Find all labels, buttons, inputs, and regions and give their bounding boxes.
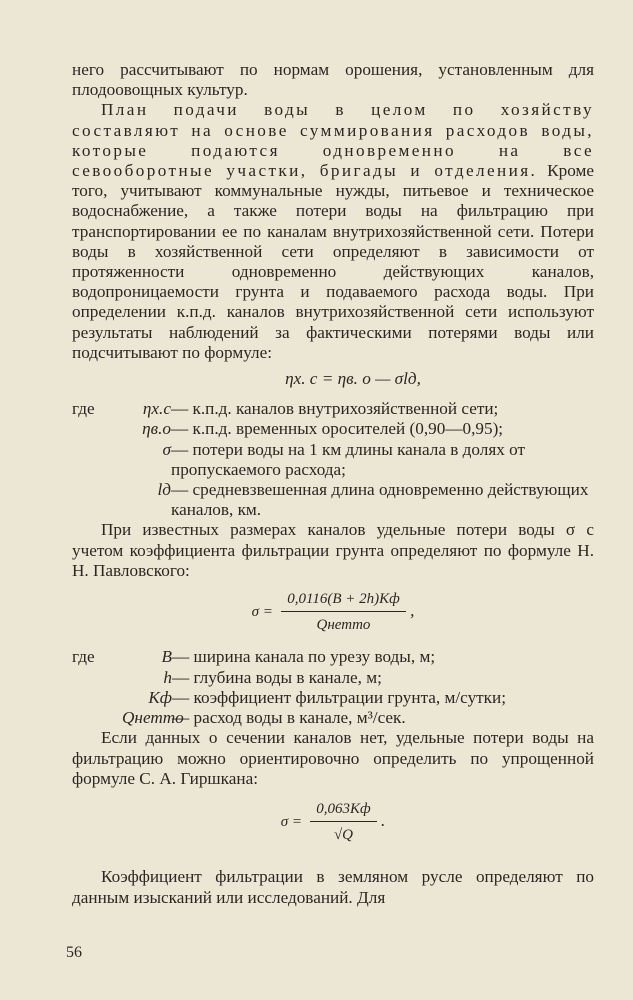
where-label: где xyxy=(72,399,95,419)
definition-text: — расход воды в канале, м³/сек. xyxy=(172,708,406,728)
definition-row xyxy=(72,668,594,688)
definition-symbol: Kф xyxy=(148,687,172,707)
definition-row xyxy=(72,708,594,728)
paragraph-4: Если данных о сечении каналов нет, удельные потери воды на фильтрацию можно ориентировочно определить по упрощенной формуле С. А. Гиршкана: xyxy=(72,728,594,788)
formula-numerator: 0,0116(B + 2h)Kф xyxy=(281,589,406,612)
formula-fraction xyxy=(310,799,376,845)
formula-girshkan xyxy=(72,799,594,845)
definition-symbol: Qнетто xyxy=(122,708,184,728)
definitions-1 xyxy=(72,399,594,520)
paragraph-3: При известных размерах каналов удельные потери воды σ с учетом коэффициента фильтрации грунта определяют по формуле Н. Н. Павловского: xyxy=(72,520,594,580)
definition-text: — глубина воды в канале, м; xyxy=(172,667,382,687)
formula-denominator: √Q xyxy=(333,827,354,844)
definition-text: — коэффициент фильтрации грунта, м/сутки; xyxy=(172,687,507,707)
definition-text: — потери воды на 1 км длины канала в долях от пропускаемого расхода; xyxy=(171,439,526,479)
formula-efficiency: ηх. с = ηв. о — σlд, xyxy=(285,369,421,389)
formula-tail: , xyxy=(410,601,415,621)
formula-denominator: Qнетто xyxy=(316,617,371,634)
definition-symbol: ηв.о xyxy=(142,419,171,439)
definition-text: — ширина канала по урезу воды, м; xyxy=(172,647,436,667)
definition-row xyxy=(72,480,594,520)
definition-symbol: h xyxy=(163,667,172,687)
formula-lhs: σ = xyxy=(280,814,302,830)
definition-row xyxy=(72,647,594,667)
page-number: 56 xyxy=(66,944,82,961)
definition-row xyxy=(72,419,594,439)
where-label: где xyxy=(72,647,95,667)
definition-row xyxy=(72,399,594,419)
definition-symbol: σ xyxy=(162,439,171,459)
definition-row xyxy=(72,688,594,708)
definition-text: — к.п.д. временных оросителей (0,90—0,95); xyxy=(171,419,504,439)
formula-pavlovsky xyxy=(72,589,594,635)
definition-row xyxy=(72,440,594,480)
definition-symbol: ηх.с xyxy=(142,399,171,419)
formula-lhs: σ = xyxy=(251,604,273,621)
paragraph-5: Коэффициент фильтрации в земляном русле определяют по данным изысканий или исследований. Для xyxy=(72,867,594,907)
formula-fraction xyxy=(281,589,406,635)
definition-symbol: lд xyxy=(157,480,171,500)
paragraph-1: него рассчитывают по нормам орошения, установленным для плодоовощных культур. xyxy=(72,60,594,100)
page-body xyxy=(72,60,594,908)
definitions-2 xyxy=(72,647,594,728)
paragraph-2-spaced-text: План подачи воды в целом по хозяйству составляют на основе суммирования расходов воды, которые подаются одновременно на все севооборотные участки, бригады и отделения. xyxy=(72,100,594,181)
formula-tail: . xyxy=(380,811,386,831)
formula-numerator: 0,063Kф xyxy=(310,799,376,822)
paragraph-2-text: Кроме того, учитывают коммунальные нужды, питьевое и техническое водоснабжение, а также потери воды на фильтрацию при транспортировании ее по каналам внутрихозяйственной сети. Потери воды в хозяйственной сети определяют в зависимости от протяженности одновременно действующих каналов, водопроницаемости грунта и подаваемого расхода воды. При определении к.п.д. каналов внутрихозяйственной сети используют результаты наблюдений за фактическими потерями воды или подсчитывают по формуле: xyxy=(72,161,594,362)
definition-text: — средневзвешенная длина одновременно действующих каналов, км. xyxy=(171,480,589,520)
definition-text: — к.п.д. каналов внутрихозяйственной сети; xyxy=(171,399,499,419)
definition-symbol: B xyxy=(161,647,172,667)
paragraph-2 xyxy=(72,100,594,363)
